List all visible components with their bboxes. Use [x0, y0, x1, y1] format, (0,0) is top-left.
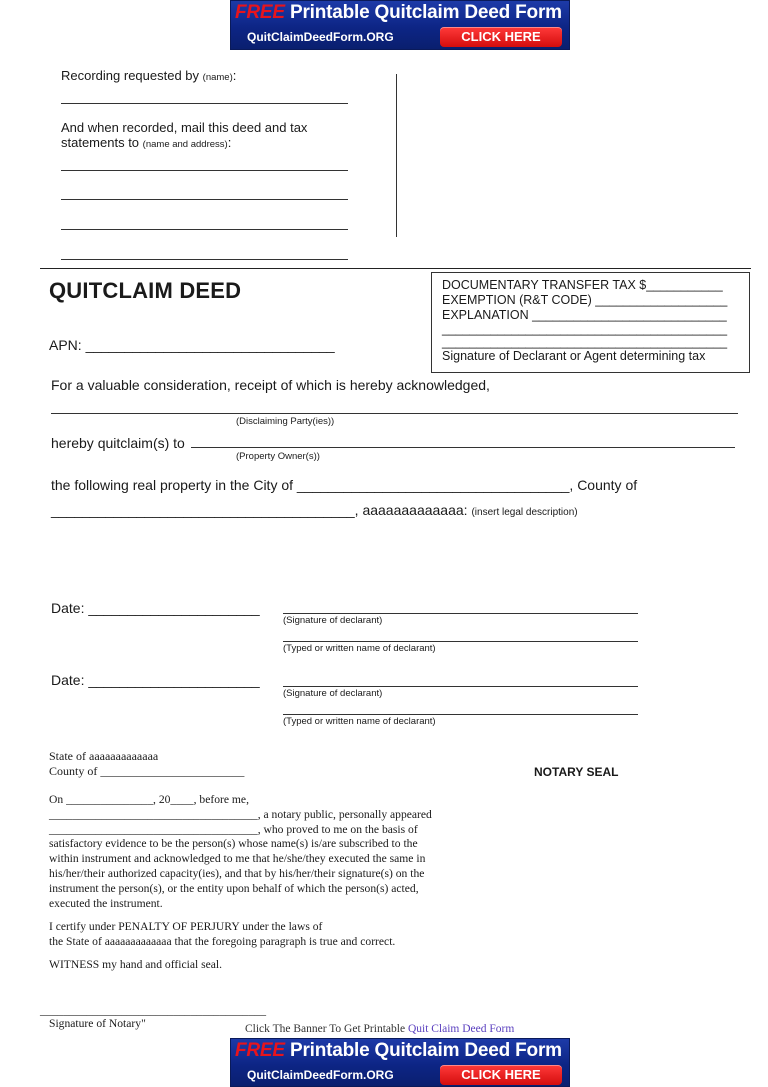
legal-description-hint: (insert legal description) — [471, 507, 578, 518]
consideration-text: For a valuable consideration, receipt of which is hereby acknowledged, — [51, 377, 490, 393]
property-city-text: the following real property in the City of ___________________________________, County of — [51, 477, 638, 493]
bottom-ad-banner[interactable] — [230, 1038, 570, 1087]
section-divider — [40, 268, 751, 269]
recording-name-line — [61, 103, 348, 104]
explanation-blank-2: _________________________________________ — [442, 335, 728, 349]
explanation-line: EXPLANATION ____________________________ — [442, 308, 727, 322]
footer-link[interactable]: Quit Claim Deed Form — [407, 1023, 515, 1035]
banner-site: QuitClaimDeedForm.ORG — [247, 1068, 394, 1082]
county-line: _______________________________________, aaaaaaaaaaaaa: (insert legal description) — [51, 502, 578, 518]
quitclaim-label: hereby quitclaim(s) to — [51, 435, 185, 451]
document-title: QUITCLAIM DEED — [49, 278, 242, 303]
banner-title: FREE Printable Quitclaim Deed Form — [235, 1040, 562, 1061]
notary-county: County of ________________________ — [49, 764, 245, 778]
banner-click-here-button[interactable]: CLICK HERE — [440, 1065, 562, 1085]
signature-hint-2: (Signature of declarant) — [283, 688, 383, 699]
disclaiming-party-line — [51, 413, 738, 414]
explanation-blank-1: _________________________________________ — [442, 322, 728, 336]
transfer-tax-line: DOCUMENTARY TRANSFER TAX $___________ — [442, 278, 723, 292]
mail-address-line-4 — [61, 259, 348, 260]
recording-divider — [396, 74, 397, 237]
date-field-2: Date: ______________________ — [51, 672, 260, 688]
name-hint-2: (Typed or written name of declarant) — [283, 716, 436, 727]
mail-address-line-1 — [61, 170, 348, 171]
disclaiming-party-hint: (Disclaiming Party(ies)) — [236, 416, 335, 427]
banner-title: FREE Printable Quitclaim Deed Form — [235, 2, 562, 23]
declarant-name-line-2 — [283, 714, 638, 715]
notary-signature-label: Signature of Notary" — [49, 1017, 146, 1030]
signature-hint-1: (Signature of declarant) — [283, 615, 383, 626]
recording-requested-label: Recording requested by (name): — [61, 68, 237, 83]
notary-seal-label: NOTARY SEAL — [534, 765, 619, 779]
notary-state: State of aaaaaaaaaaaaa — [49, 749, 159, 763]
name-hint-1: (Typed or written name of declarant) — [283, 643, 436, 654]
notary-signature-line: _______________________________________ — [40, 1004, 267, 1017]
apn-field: APN: ________________________________ — [49, 337, 335, 353]
notary-venue — [49, 749, 244, 779]
declarant-signature-line-1 — [283, 613, 638, 614]
mail-address-line-3 — [61, 229, 348, 230]
footer-promo: Click The Banner To Get Printable Quit Claim Deed Form — [245, 1023, 515, 1035]
mail-to-label: And when recorded, mail this deed and tax statements to (name and address): — [61, 120, 308, 150]
declarant-signature-line-2 — [283, 686, 638, 687]
banner-click-here-button[interactable]: CLICK HERE — [440, 27, 562, 47]
top-ad-banner[interactable] — [230, 0, 570, 50]
transfer-tax-box — [431, 272, 750, 373]
declarant-name-line-1 — [283, 641, 638, 642]
tax-signature-label: Signature of Declarant or Agent determining tax — [442, 349, 706, 363]
notary-acknowledgment: On _______________, 20____, before me, ____________________________________, a notary public, personally appeared ____________________________________, who proved to me on the basis of satisfactory evidence to be the person(s) whose name(s) is/are subscribed to the within instrument and acknowledged to me that he/she/they executed the same in his/her/their authorized capacity(ies), and that by his/her/their signature(s) on the instrument the person(s), or the entity upon behalf of which the person(s) acted, executed the instrument. — [49, 793, 432, 910]
perjury-certification: I certify under PENALTY OF PERJURY under the laws of the State of aaaaaaaaaaaaa that the foregoing paragraph is true and correct. — [49, 920, 396, 948]
exemption-line: EXEMPTION (R&T CODE) ___________________ — [442, 293, 728, 307]
property-owner-line — [191, 447, 735, 448]
mail-address-line-2 — [61, 199, 348, 200]
property-owner-hint: (Property Owner(s)) — [236, 451, 320, 462]
banner-site: QuitClaimDeedForm.ORG — [247, 30, 394, 44]
witness-text: WITNESS my hand and official seal. — [49, 958, 223, 971]
date-field-1: Date: ______________________ — [51, 600, 260, 616]
